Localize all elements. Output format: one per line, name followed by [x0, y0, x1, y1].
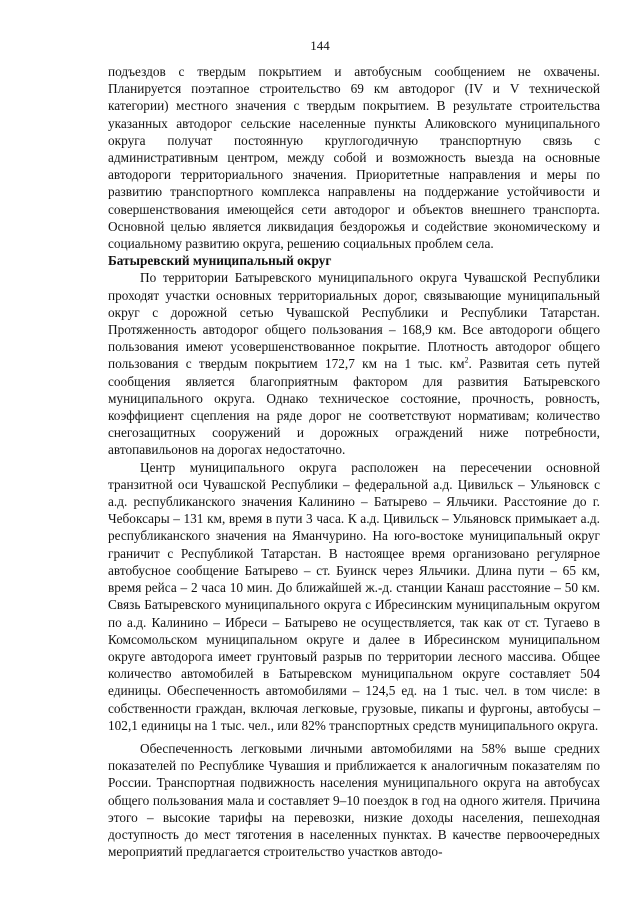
- superscript: 2: [464, 356, 469, 366]
- paragraph-continued: подъездов с твердым покрытием и автобусным сообщением не охвачены. Планируется поэтапное строительство 69 км автодорог (IV и V технической категории) местного значения с твердым покрытием. В результате строительства указанных автодорог сельские населенные пункты Аликовского муниципального округа получат постоянную круглогодичную транспортную связь с административным центром, между собой и возможность выезда на основные автодороги территориального значения. Приоритетные направления и меры по развитию транспортного комплекса направлены на поддержание устойчивости и совершенствования имеющейся сети автодорог и объектов внешнего транспорта. Основной целью является ликвидация бездорожья и содействие экономическому и социальному развитию округа, решению социальных проблем села.: [108, 64, 600, 252]
- paragraph-3: Обеспеченность легковыми личными автомобилями на 58% выше средних показателей по Республике Чувашия и приближается к аналогичным показателям по России. Транспортная подвижность населения муниципального округа на автобусах общего пользования мала и составляет 9–10 поездок в год на одного жителя. Причина этого – высокие тарифы на перевозки, низкие доходы населения, пешеходная доступность до мест тяготения в населенных пунктах. В качестве первоочередных мероприятий предлагается строительство участков автодо-: [108, 740, 600, 860]
- paragraph-1-text-b: . Развитая сеть путей сообщения является благоприятным фактором для развития Батыревского муниципального округа. Однако техническое состояние, прочность, ровность, коэффициент сцепления на ряде дорог не соответствуют нормативам; количество снегозащитных сооружений и дорожных ограждений ниже потребности, автопавильонов на дорогах недостаточно.: [108, 356, 600, 458]
- paragraph-2: Центр муниципального округа расположен на пересечении основной транзитной оси Чувашской Республики – федеральной а.д. Цивильск – Ульяновск с а.д. республиканского значения Калинино – Батырево – Яльчики. Расстояние до г. Чебоксары – 131 км, время в пути 3 часа. К а.д. Цивильск – Ульяновск примыкает а.д. республиканского значения на Яманчурино. На юго-востоке муниципальный округ граничит с Республикой Татарстан. В настоящее время организовано регулярное автобусное сообщение Батырево – ст. Буинск через Яльчики. Длина пути – 65 км, время рейса – 2 часа 10 мин. До ближайшей ж.-д. станции Канаш расстояние – 50 км. Связь Батыревского муниципального округа с Ибресинским муниципальным округом по а.д. Калинино – Ибреси – Батырево не осуществляется, так как от ст. Тугаево в Комсомольском муниципальном округе и далее в Ибресинском муниципальном округе автодорога имеет грунтовый разрыв по территории лесного массива. Общее количество автомобилей в Батыревском муниципальном округе составляет 504 единицы. Обеспеченность автомобилями – 124,5 ед. на 1 тыс. чел. в том числе: в собственности граждан, включая легковые, грузовые, пикапы и фургоны, автобусы – 102,1 единицы на 1 тыс. чел., или 82% транспортных средств муниципального округа.: [108, 459, 600, 733]
- section-heading: Батыревский муниципальный округ: [108, 253, 332, 269]
- page-number: 144: [310, 38, 330, 53]
- paragraph-1-text-a: По территории Батыревского муниципального округа Чувашской Республики проходят участки основных территориальных дорог, связывающие муниципальный округ с дорожной сетью Чувашской Республики и Республики Татарстан. Протяженность автодорог общего пользования – 168,9 км. Все автодороги общего пользования имеют усовершенствованное покрытие. Плотность автодорог общего пользования с твердым покрытием 172,7 км на 1 тыс. км: [108, 270, 600, 372]
- paragraph-1: [108, 269, 600, 458]
- page-content: [108, 63, 600, 860]
